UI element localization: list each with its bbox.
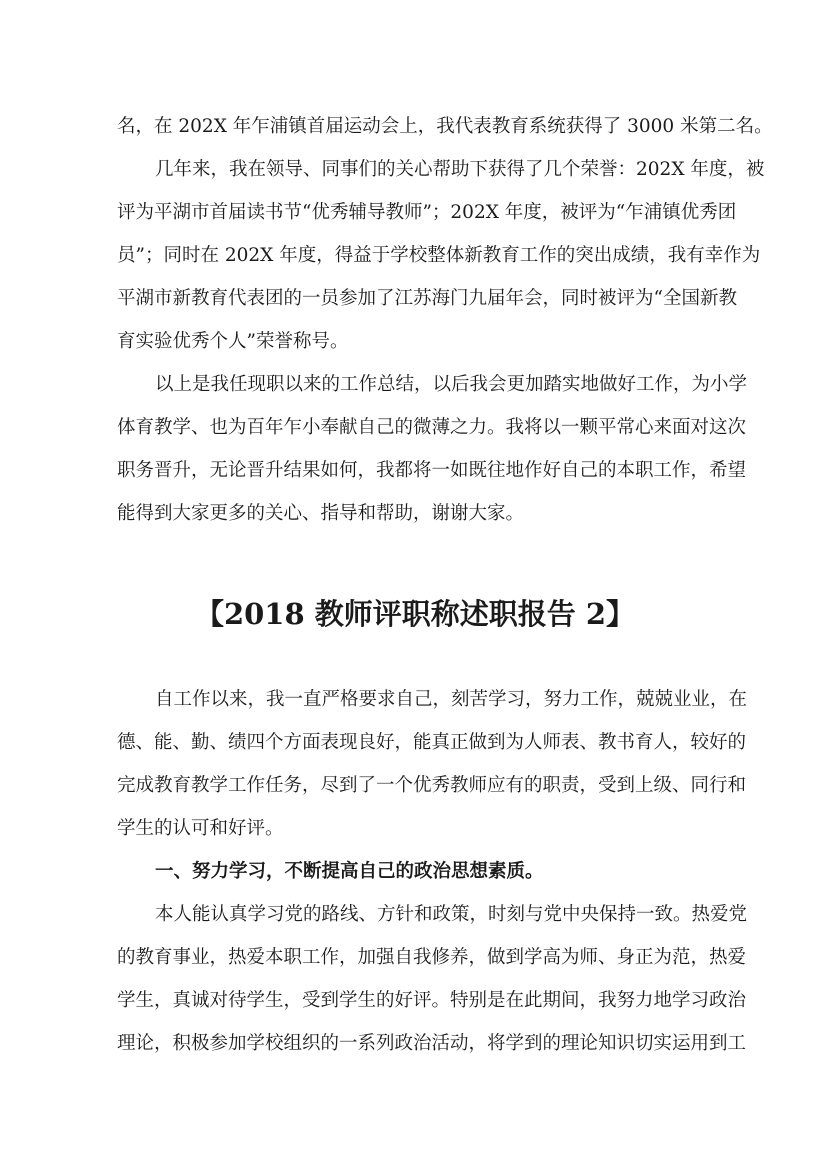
text-line: 理论，积极参加学校组织的一系列政治活动，将学到的理论知识切实运用到工 (117, 1033, 747, 1054)
text-line: 自工作以来，我一直严格要求自己，刻苦学习，努力工作，兢兢业业，在 (155, 689, 748, 710)
text-line: 的教育事业，热爱本职工作，加强自我修养，做到学高为师、身正为范，热爱 (117, 947, 747, 968)
text-line: 育实验优秀个人”荣誉称号。 (117, 331, 349, 352)
text-line: 体育教学、也为百年乍小奉献自己的微薄之力。我将以一颗平常心来面对这次 (117, 417, 747, 438)
text-line: 完成教育教学工作任务，尽到了一个优秀教师应有的职责，受到上级、同行和 (117, 775, 747, 796)
paragraph (117, 105, 773, 148)
text-line: 以上是我任现职以来的工作总结，以后我会更加踏实地做好工作，为小学 (155, 374, 748, 395)
text-line: 评为平湖市首届读书节“优秀辅导教师”；202X 年度，被评为“乍浦镇优秀团 (117, 202, 737, 223)
text-line: 本人能认真学习党的路线、方针和政策，时刻与党中央保持一致。热爱党 (155, 904, 748, 925)
text-line: 能得到大家更多的关心、指导和帮助，谢谢大家。 (117, 503, 525, 524)
text-line: 学生，真诚对待学生，受到学生的好评。特别是在此期间，我努力地学习政治 (117, 990, 747, 1011)
text-line: 学生的认可和好评。 (117, 818, 284, 839)
text-line: 员”；同时在 202X 年度，得益于学校整体新教育工作的突出成绩，我有幸作为 (117, 245, 761, 266)
text-line: 德、能、勤、绩四个方面表现良好，能真正做到为人师表、教书育人，较好的 (117, 732, 747, 753)
section-title: 【2018 教师评职称述职报告 2】 (194, 597, 636, 631)
text-line: 一、努力学习，不断提高自己的政治思想素质。 (155, 861, 544, 882)
text-line: 名，在 202X 年乍浦镇首届运动会上，我代表教育系统获得了 3000 米第二名。 (117, 116, 773, 137)
document-section-1 (117, 105, 773, 535)
text-line: 几年来，我在领导、同事们的关心帮助下获得了几个荣誉：202X 年度，被 (155, 159, 765, 180)
paragraph (117, 893, 748, 1065)
paragraph (117, 678, 748, 850)
text-line: 职务晋升，无论晋升结果如何，我都将一如既往地作好自己的本职工作，希望 (117, 460, 747, 481)
paragraph (117, 363, 748, 535)
paragraph (117, 148, 765, 363)
text-line: 平湖市新教育代表团的一员参加了江苏海门九届年会，同时被评为“全国新教 (117, 288, 737, 309)
document-section-2 (117, 678, 748, 1065)
section-heading (117, 850, 717, 893)
